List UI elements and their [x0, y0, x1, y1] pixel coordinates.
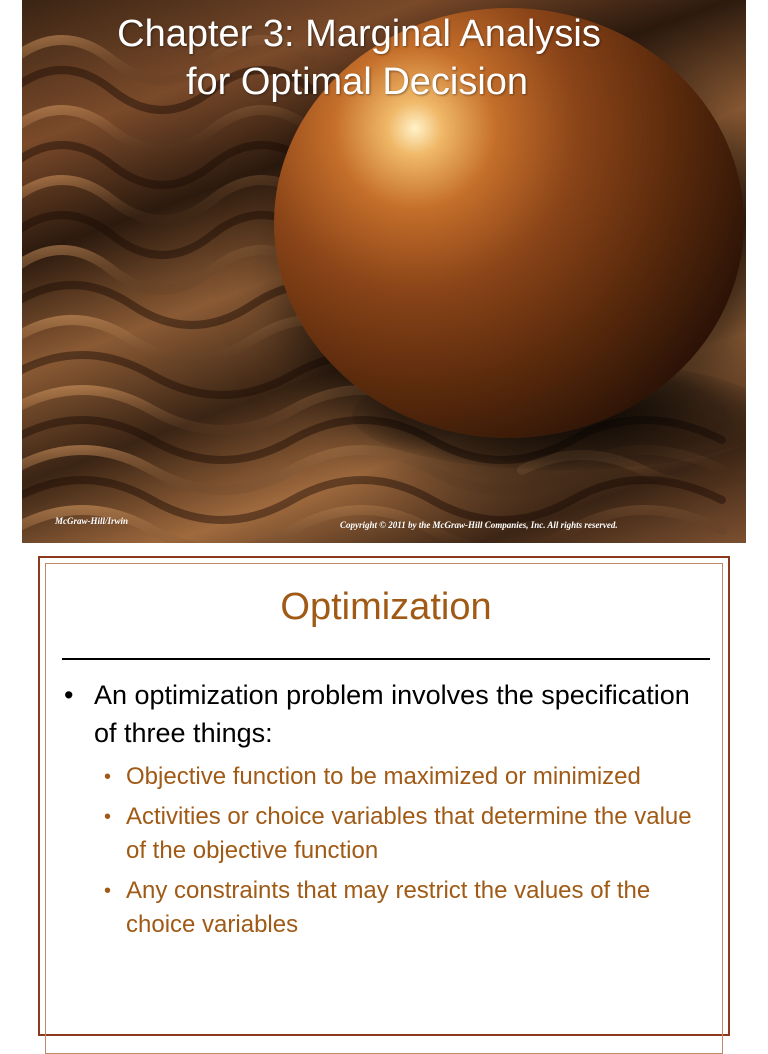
bullet-dot-icon: • [64, 680, 74, 710]
heading-divider [62, 658, 710, 660]
title-line-2: for Optimal Decision [185, 61, 529, 103]
bullet-dot-icon: • [104, 766, 112, 788]
copyright-notice: Copyright © 2011 by the McGraw-Hill Companies, Inc. All rights reserved. [340, 520, 618, 530]
sub-bullet-text: Objective function to be maximized or minimized [126, 763, 641, 790]
publisher-label: McGraw-Hill/Irwin [55, 516, 129, 526]
bullet-dot-icon: • [104, 806, 112, 828]
title-line-1: Chapter 3: Marginal Analysis [117, 13, 601, 55]
sub-bullet [104, 800, 710, 868]
sub-bullet-text: Activities or choice variables that determine the value of the objective function [126, 803, 692, 864]
sub-bullet-list [60, 760, 710, 942]
slide-title [22, 10, 746, 106]
sub-bullet-text: Any constraints that may restrict the values of the choice variables [126, 877, 651, 938]
optimization-slide [38, 556, 730, 1036]
bullet-dot-icon: • [104, 880, 112, 902]
slide-heading: Optimization [280, 586, 492, 628]
main-bullet-text: An optimization problem involves the specification of three things: [94, 680, 690, 748]
sub-bullet [104, 874, 710, 942]
title-slide [22, 0, 746, 543]
main-bullet [60, 676, 710, 752]
bullet-list [60, 676, 710, 948]
sub-bullet [104, 760, 710, 794]
